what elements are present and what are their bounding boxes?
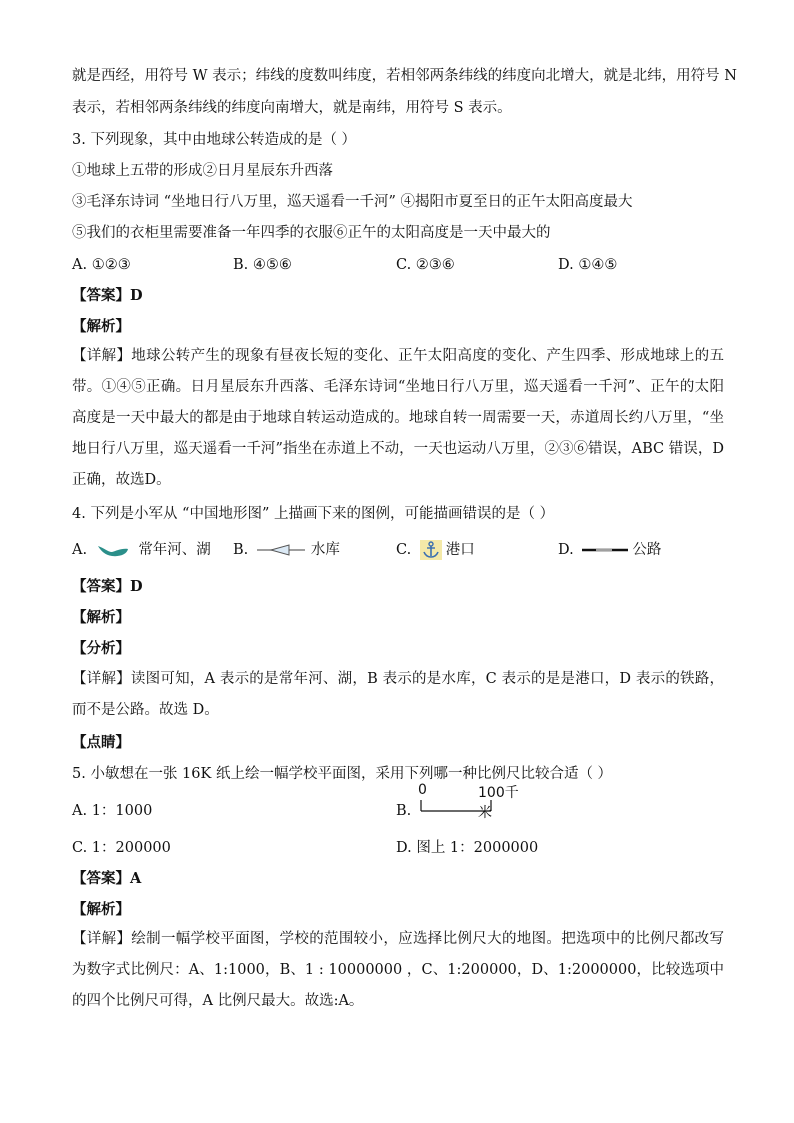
q4-option-d (558, 540, 661, 560)
q5-option-c: C. 1：200000 (72, 840, 171, 856)
lake-river-icon (96, 542, 130, 558)
q4-stem: 4. 下列是小军从 “中国地形图” 上描画下来的图例，可能描画错误的是（ ） (72, 506, 555, 522)
q4-dianjing-label: 【点睛】 (72, 734, 130, 751)
scale-bar-graphic (418, 782, 528, 822)
q5-stem: 5. 小敏想在一张 16K 纸上绘一幅学校平面图，采用下列哪一种比例尺比较合适（ ） (72, 766, 613, 782)
q4-option-d-text: 公路 (632, 542, 662, 558)
q4-option-a-text: 常年河、湖 (138, 542, 211, 558)
q4-option-c-text: 港口 (445, 542, 475, 558)
intro-line-2: 表示，若相邻两条纬线的纬度向南增大，就是南纬，用符号 S 表示。 (72, 100, 512, 116)
q3-stem: 3. 下列现象，其中由地球公转造成的是（ ） (72, 132, 357, 148)
scale-bar-line (420, 800, 494, 812)
q4-option-c (396, 540, 475, 560)
q5-detail: 【详解】绘制一幅学校平面图，学校的范围较小，应选择比例尺大的地图。把选项中的比例尺都改写为数字式比例尺：A、1:1000，B、1 : 10000000 ，C、1:200000，D、1:2000000，比较选项中的四个比例尺可得，A 比例尺最大。故选:A。 (72, 931, 724, 1009)
q4-option-a (72, 540, 211, 560)
q3-item-3: ⑤我们的衣柜里需要准备一年四季的衣服⑥正午的太阳高度是一天中最大的 (72, 225, 551, 241)
q3-option-b: B. ④⑤⑥ (233, 257, 292, 273)
q3-option-c: C. ②③⑥ (396, 257, 455, 273)
scale-distance-label: 100千米 (478, 785, 519, 821)
q4-detail: 【详解】读图可知，A 表示的是常年河、湖，B 表示的是水库，C 表示的是是港口，D 表示的铁路，而不是公路。故选 D。 (72, 671, 724, 718)
highway-icon (582, 545, 628, 555)
q4-option-c-letter: C. (396, 542, 412, 558)
q4-option-b-text: 水库 (310, 542, 340, 558)
q3-detail: 【详解】地球公转产生的现象有昼夜长短的变化、正午太阳高度的变化、产生四季、形成地球上的五带。①④⑤正确。日月星辰东升西落、毛泽东诗词“坐地日行八万里，巡天遥看一千河”、正午的太阳高度是一天中最大的都是由于地球自转运动造成的。地球自转一周需要一天，赤道周长约八万里，“坐地日行八万里，巡天遥看一千河”指坐在赤道上不动，一天也运动八万里，②③⑥错误，ABC 错误，D 正确，故选D。 (72, 348, 724, 488)
q4-option-b-letter: B. (233, 542, 249, 558)
q5-option-b (396, 801, 411, 821)
q3-analysis-label: 【解析】 (72, 318, 130, 335)
scale-zero-label: 0 (418, 782, 427, 798)
q4-analysis-label: 【解析】 (72, 609, 130, 626)
reservoir-icon (257, 542, 307, 558)
intro-line-1: 就是西经，用符号 W 表示；纬线的度数叫纬度，若相邻两条纬线的纬度向北增大，就是北纬，用符号 N (72, 68, 737, 84)
q4-fenxi-label: 【分析】 (72, 640, 130, 657)
q5-analysis-label: 【解析】 (72, 901, 130, 918)
q4-option-d-letter: D. (558, 542, 574, 558)
q5-option-d: D. 图上 1：2000000 (396, 840, 539, 856)
q3-answer: 【答案】D (72, 287, 143, 304)
q5-option-a: A. 1：1000 (72, 803, 153, 819)
q4-option-a-letter: A. (72, 542, 88, 558)
q3-item-2: ③毛泽东诗词 “坐地日行八万里，巡天遥看一千河” ④揭阳市夏至日的正午太阳高度最大 (72, 194, 633, 210)
q3-option-a: A. ①②③ (72, 257, 131, 273)
q5-option-b-letter: B. (396, 803, 412, 819)
q3-item-1: ①地球上五带的形成②日月星辰东升西落 (72, 163, 333, 179)
anchor-icon (420, 540, 442, 560)
q5-answer: 【答案】A (72, 870, 142, 887)
q4-option-b (233, 540, 340, 560)
q4-answer: 【答案】D (72, 578, 143, 595)
q3-option-d: D. ①④⑤ (558, 257, 618, 273)
